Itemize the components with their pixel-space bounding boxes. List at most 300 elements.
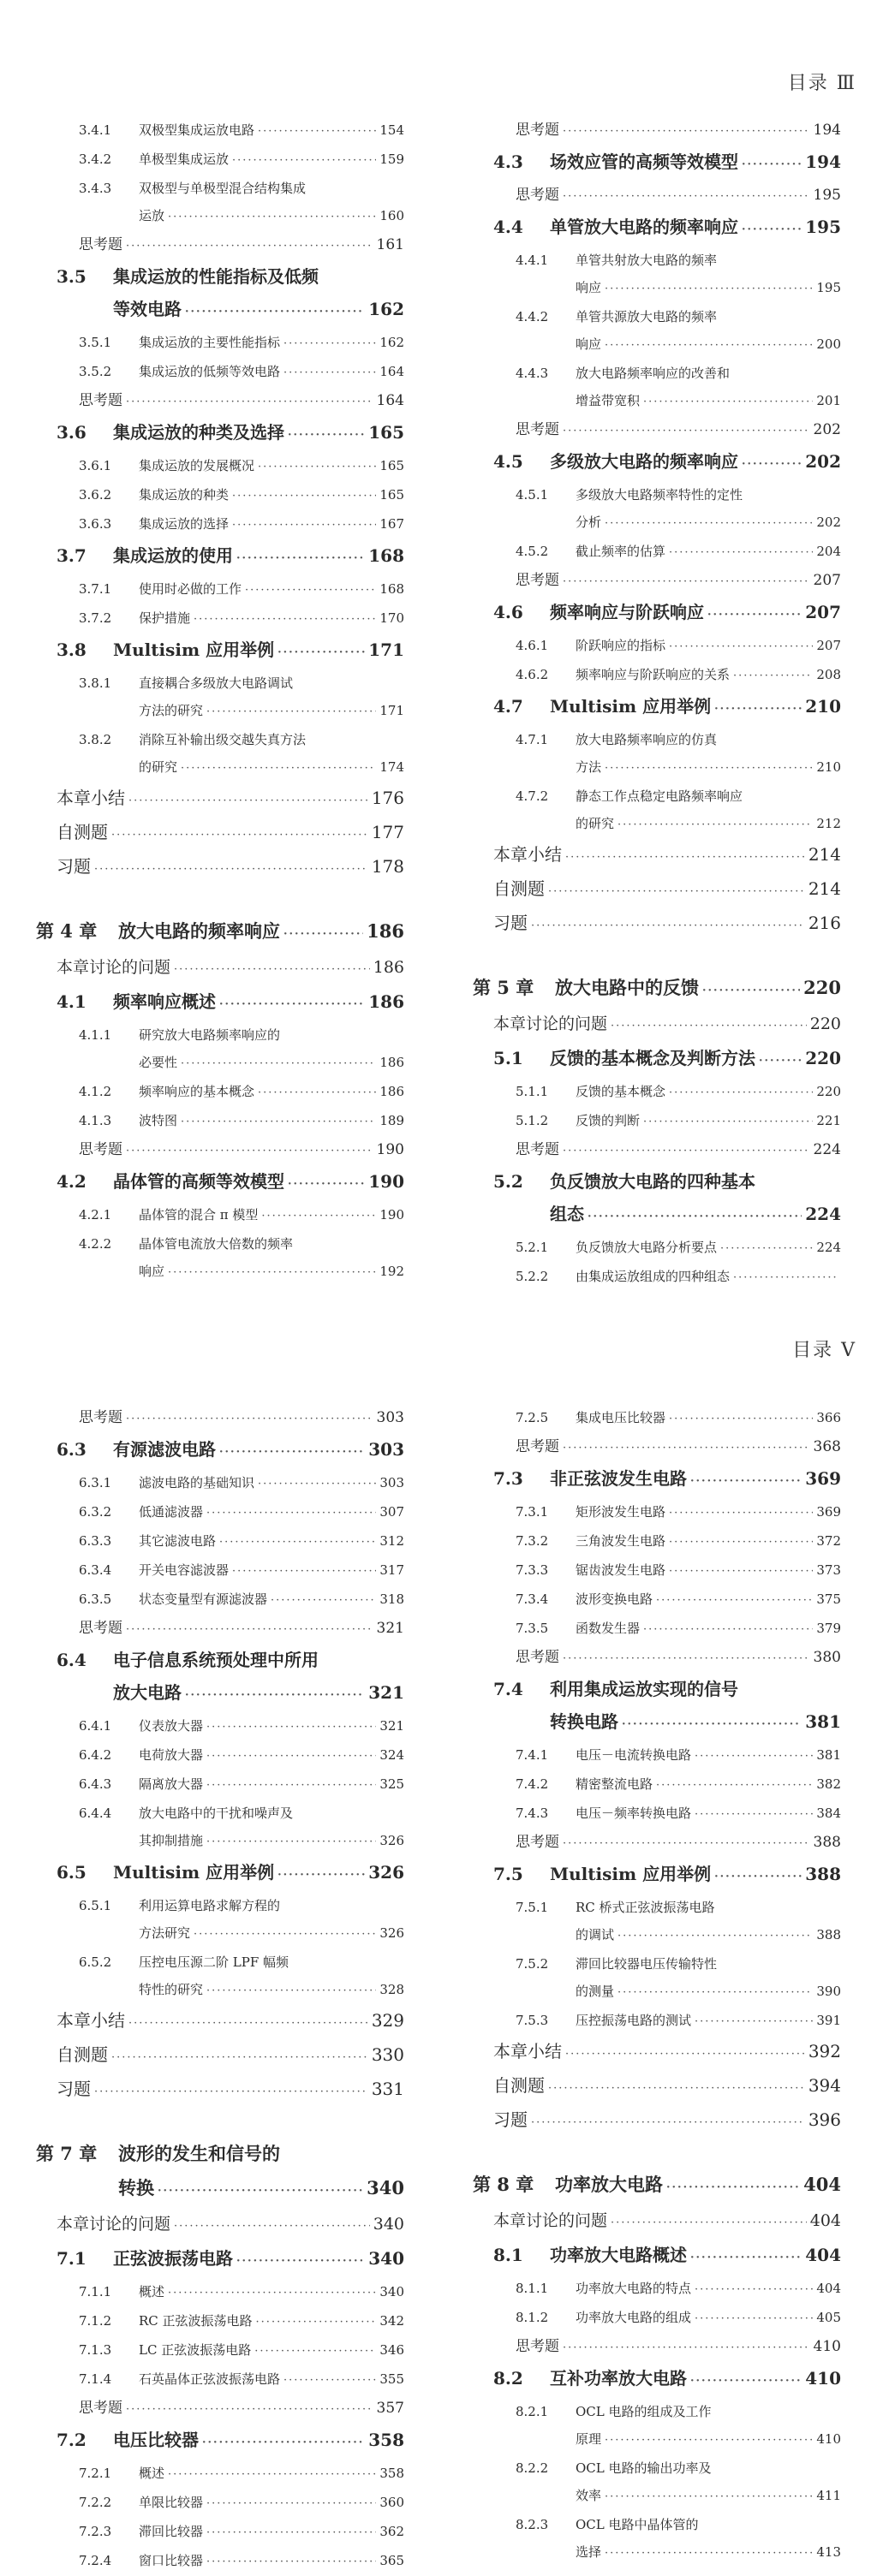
toc-section-entry[interactable] [473,690,841,726]
toc-entry-title: 习题 [57,856,91,877]
toc-entry-title: 使用时必做的工作 [139,581,242,597]
page-header: 目录 V [792,1340,856,1361]
toc-entry-title: 思考题 [516,2338,559,2355]
toc-subsection-entry[interactable] [473,303,841,360]
toc-subsection-entry[interactable] [473,1741,841,1770]
toc-page-number: 186 [367,920,404,942]
toc-misc-entry[interactable] [473,907,841,942]
toc-subsection-entry[interactable] [36,1527,404,1556]
toc-subsection-entry[interactable] [473,1404,841,1433]
toc-section-entry[interactable] [473,1462,841,1498]
leader-dots [690,2365,802,2398]
toc-misc-entry[interactable] [36,817,404,851]
toc-page-number: 210 [816,759,841,775]
toc-entry-title: 负反馈放大电路的四种基本 [550,1171,755,1192]
toc-entry-number: 3.6.3 [79,516,112,532]
toc-entry-title: 本章小结 [57,2010,125,2031]
toc-section-entry[interactable] [36,416,404,452]
toc-subsection-entry[interactable] [473,538,841,567]
toc-page-number: 220 [809,1014,841,1033]
toc-entry-number: 7.4.1 [516,1747,549,1763]
toc-entry-number: 7.1.3 [79,2342,112,2358]
toc-entry-title: 频率响应与阶跃响应 [550,602,704,622]
toc-page-number: 160 [379,208,404,223]
toc-subsection-entry[interactable] [36,2518,404,2547]
toc-entry-title: 放大电路 [113,1682,182,1703]
toc-misc-entry[interactable] [473,1644,841,1673]
toc-misc-entry[interactable] [473,416,841,445]
toc-subsection-entry[interactable] [473,632,841,661]
toc-page-number: 365 [379,2553,404,2568]
toc-entry-number: 3.4.1 [79,122,112,138]
toc-misc-entry[interactable] [36,1615,404,1644]
toc-entry-title: 思考题 [516,1834,559,1851]
toc-subsection-entry[interactable] [36,1556,404,1585]
toc-section-entry[interactable] [473,445,841,481]
toc-misc-entry[interactable] [473,181,841,211]
leader-dots [277,637,365,669]
leader-dots [565,842,805,873]
toc-entry-number: 4.1.2 [79,1084,112,1099]
toc-page-number: 161 [376,236,404,253]
toc-entry-title: 静态工作点稳定电路频率响应 [576,788,743,804]
toc-subsection-entry[interactable] [36,2365,404,2395]
toc-entry-title: 放大电路中的反馈 [555,977,699,998]
toc-page-number: 194 [805,152,841,172]
leader-dots [695,2276,813,2304]
toc-page-number: 178 [371,856,404,877]
toc-subsection-entry[interactable] [36,2307,404,2336]
toc-subsection-entry[interactable] [473,1234,841,1263]
toc-misc-entry[interactable] [36,2039,404,2073]
toc-section-entry[interactable] [473,146,841,181]
toc-entry-title: 思考题 [79,1409,122,1426]
toc-page-number: 340 [373,2215,404,2234]
section-gap [473,2139,841,2168]
toc-page-number: 202 [813,421,841,438]
toc-page-number: 164 [376,392,404,409]
toc-subsection-entry[interactable] [36,1741,404,1770]
toc-entry-title: 频率响应的基本概念 [139,1084,255,1099]
leader-dots [232,512,376,539]
leader-dots [206,1829,376,1856]
toc-entry-title: 本章讨论的问题 [57,2215,171,2234]
toc-misc-entry[interactable] [473,1433,841,1462]
toc-misc-entry[interactable] [473,1829,841,1858]
toc-subsection-entry[interactable] [36,669,404,726]
toc-page-number: 410 [805,2368,841,2389]
toc-entry-number: 3.8 [57,640,87,660]
toc-section-entry[interactable] [36,1433,404,1469]
toc-misc-entry[interactable] [473,839,841,873]
toc-subsection-entry[interactable] [473,2275,841,2304]
toc-misc-entry[interactable] [36,2395,404,2424]
toc-page-number: 357 [376,2400,404,2417]
toc-subsection-entry[interactable] [36,1770,404,1800]
toc-page-number: 413 [816,2544,841,2560]
toc-subsection-entry[interactable] [36,2336,404,2365]
toc-entry-title: 其抑制措施 [139,1833,204,1848]
toc-entry-number: 8.2.3 [516,2517,549,2532]
toc-subsection-entry[interactable] [473,1615,841,1644]
toc-subsection-entry[interactable] [473,2398,841,2454]
toc-page-number: 321 [376,1620,404,1637]
toc-subsection-entry[interactable] [36,1800,404,1856]
toc-subsection-entry[interactable] [473,2511,841,2567]
toc-subsection-entry[interactable] [473,1800,841,1829]
toc-entry-title: 非正弦波发生电路 [550,1468,687,1489]
toc-section-entry[interactable] [36,634,404,669]
toc-page-number: 328 [379,1982,404,1997]
toc-entry-title: 的研究 [139,759,178,775]
toc-page-number: 410 [813,2338,841,2355]
toc-misc-entry[interactable] [36,952,404,985]
toc-subsection-entry[interactable] [36,604,404,634]
toc-entry-number: 4.7.2 [516,788,549,804]
toc-entry-number: 4.5 [493,451,523,472]
toc-entry-number: 7.3 [493,1468,523,1489]
toc-page-number: 154 [379,122,404,138]
leader-dots [194,606,376,634]
toc-entry-title: 电压－频率转换电路 [576,1806,692,1821]
leader-dots [258,454,376,481]
toc-subsection-entry[interactable] [473,1894,841,1950]
leader-dots [617,812,813,839]
toc-entry-number: 4.6 [493,602,523,622]
toc-misc-entry[interactable] [473,1136,841,1165]
toc-subsection-entry[interactable] [36,1892,404,1948]
section-gap [36,885,404,914]
toc-section-entry[interactable] [36,985,404,1021]
toc-chapter-entry[interactable] [473,971,841,1008]
toc-entry-number: 3.6.2 [79,487,112,503]
toc-page-number: 329 [371,2010,404,2031]
toc-subsection-entry[interactable] [36,1712,404,1741]
toc-chapter-entry[interactable] [473,2168,841,2205]
leader-dots [656,1587,813,1615]
toc-page-number: 318 [379,1591,404,1607]
toc-subsection-entry[interactable] [473,2304,841,2333]
toc-section-entry[interactable] [36,1644,404,1712]
section-gap [473,942,841,971]
toc-subsection-entry[interactable] [473,247,841,303]
toc-page-number: 207 [813,572,841,589]
toc-page-number: 168 [368,545,404,566]
toc-section-entry[interactable] [473,1858,841,1894]
toc-misc-entry[interactable] [36,782,404,817]
toc-page-number: 381 [805,1711,841,1732]
toc-entry-title: 电荷放大器 [139,1747,204,1763]
toc-entry-title: 集成运放的选择 [139,516,230,532]
toc-entry-title: Multisim 应用举例 [113,640,275,660]
toc-subsection-entry[interactable] [36,1078,404,1107]
toc-entry-title: Multisim 应用举例 [113,1862,275,1883]
leader-dots [126,233,373,260]
leader-dots [563,118,810,146]
toc-page-number: 404 [809,2211,841,2230]
toc-subsection-entry[interactable] [473,360,841,416]
toc-subsection-entry[interactable] [473,1498,841,1527]
toc-page-number: 214 [808,878,841,899]
toc-page-number: 195 [816,280,841,295]
toc-entry-title: 波形的发生和信号的 [118,2143,280,2164]
toc-entry-number: 4.1.1 [79,1027,112,1043]
toc-entry-title: 放大电路频率响应的改善和 [576,366,731,381]
toc-section-entry[interactable] [36,2424,404,2460]
toc-entry-title: 矩形波发生电路 [576,1504,666,1520]
toc-page-number: 189 [379,1113,404,1128]
leader-dots [128,2008,368,2039]
toc-chapter-entry[interactable] [36,2137,404,2209]
toc-subsection-entry[interactable] [36,1469,404,1498]
toc-section-entry[interactable] [473,1165,841,1234]
toc-misc-entry[interactable] [36,2209,404,2242]
toc-entry-number: 6.5 [57,1862,87,1883]
toc-section-entry[interactable] [36,2242,404,2278]
toc-entry-number: 7.4.2 [516,1776,549,1792]
toc-entry-title: 仪表放大器 [139,1718,204,1734]
toc-entry-title: 思考题 [79,392,122,409]
toc-misc-entry[interactable] [473,873,841,907]
toc-subsection-entry[interactable] [473,726,841,782]
toc-entry-title: 开关电容滤波器 [139,1562,230,1578]
leader-dots [605,2427,813,2454]
toc-misc-entry[interactable] [36,387,404,416]
toc-entry-number: 7.5.1 [516,1900,549,1915]
toc-subsection-entry[interactable] [473,782,841,839]
toc-misc-entry[interactable] [473,2104,841,2139]
leader-dots [669,539,813,567]
toc-misc-entry[interactable] [473,2205,841,2239]
toc-entry-number: 4.5.2 [516,544,549,559]
toc-entry-number: 第 5 章 [473,977,534,998]
toc-misc-entry[interactable] [473,1008,841,1042]
toc-page-5 [0,1318,877,2568]
toc-subsection-entry[interactable] [36,575,404,604]
leader-dots [714,1861,802,1894]
toc-page-number: 411 [816,2488,841,2503]
toc-subsection-entry[interactable] [36,2278,404,2307]
toc-page-number: 177 [371,822,404,842]
toc-entry-title: 思考题 [79,236,122,253]
toc-subsection-entry[interactable] [473,1078,841,1107]
toc-entry-title: 概述 [139,2466,165,2481]
toc-page-number: 358 [368,2430,404,2450]
toc-section-entry[interactable] [473,1673,841,1741]
toc-entry-title: 思考题 [79,1141,122,1158]
toc-section-entry[interactable] [473,1042,841,1078]
toc-entry-title: 增益带宽积 [576,393,641,408]
toc-entry-number: 8.1 [493,2245,523,2265]
toc-page-number: 192 [379,1264,404,1279]
toc-subsection-entry[interactable] [473,1770,841,1800]
toc-misc-entry[interactable] [473,567,841,596]
toc-subsection-entry[interactable] [473,1950,841,2007]
toc-misc-entry[interactable] [36,1136,404,1165]
toc-subsection-entry[interactable] [36,1498,404,1527]
toc-misc-entry[interactable] [473,2333,841,2362]
leader-dots [271,1587,376,1615]
toc-subsection-entry[interactable] [36,358,404,387]
toc-entry-title: 双极型与单极型混合结构集成 [139,181,307,196]
leader-dots [605,332,813,360]
toc-page-number: 404 [805,2245,841,2265]
toc-entry-number: 3.6 [57,422,87,443]
leader-dots [605,276,813,303]
toc-entry-number: 5.1.2 [516,1113,549,1128]
toc-subsection-entry[interactable] [473,2454,841,2511]
toc-page-number: 360 [379,2495,404,2510]
toc-subsection-entry[interactable] [36,175,404,231]
toc-misc-entry[interactable] [473,2036,841,2070]
toc-page-number: 362 [379,2524,404,2539]
toc-entry-title: 单管共射放大电路的频率 [576,253,718,268]
toc-subsection-entry[interactable] [473,1263,841,1292]
toc-entry-title: 习题 [493,2109,528,2130]
toc-subsection-entry[interactable] [473,1527,841,1556]
toc-subsection-entry[interactable] [36,452,404,481]
leader-dots [643,1616,813,1644]
toc-page-number: 165 [379,458,404,473]
leader-dots [126,389,373,416]
toc-entry-title: 集成电压比较器 [576,1410,666,1425]
leader-dots [669,1500,813,1527]
leader-dots [563,1435,810,1462]
toc-subsection-entry[interactable] [36,1230,404,1287]
toc-entry-number: 6.4.2 [79,1747,112,1763]
leader-dots [283,360,376,387]
toc-entry-number: 5.2.1 [516,1240,549,1255]
toc-page-number: 195 [813,187,841,204]
toc-section-entry[interactable] [473,2239,841,2275]
leader-dots [690,2242,802,2275]
toc-entry-title: 功率放大电路概述 [550,2245,687,2265]
toc-entry-number: 4.5.1 [516,487,549,503]
leader-dots [206,1500,376,1527]
toc-entry-title: 窗口比较器 [139,2553,204,2568]
toc-entry-number: 5.2 [493,1171,523,1192]
toc-subsection-entry[interactable] [36,1021,404,1078]
toc-subsection-entry[interactable] [36,510,404,539]
toc-entry-number: 4.6.1 [516,638,549,653]
toc-subsection-entry[interactable] [473,2007,841,2036]
toc-entry-title: 频率响应概述 [113,991,216,1012]
toc-entry-title: 集成运放的主要性能指标 [139,335,281,350]
toc-entry-number: 6.3.3 [79,1533,112,1549]
toc-page-number: 207 [816,638,841,653]
toc-entry-number: 6.4 [57,1650,87,1670]
toc-page-number: 201 [816,393,841,408]
leader-dots [605,2484,813,2511]
toc-entry-number: 3.5.1 [79,335,112,350]
leader-dots [666,2171,800,2205]
toc-subsection-entry[interactable] [36,329,404,358]
leader-dots [617,1979,813,2007]
toc-page-number: 167 [379,516,404,532]
toc-page-number: 392 [808,2041,841,2061]
toc-page-number: 303 [368,1439,404,1460]
leader-dots [236,543,365,575]
toc-entry-title: 波特图 [139,1113,178,1128]
toc-misc-entry[interactable] [36,2005,404,2039]
leader-dots [617,1923,813,1950]
toc-subsection-entry[interactable] [36,481,404,510]
toc-entry-title: 精密整流电路 [576,1776,653,1792]
toc-misc-entry[interactable] [473,116,841,146]
toc-entry-title: 场效应管的高频等效模型 [550,152,738,172]
toc-section-entry[interactable] [36,1165,404,1201]
toc-section-entry[interactable] [473,2362,841,2398]
toc-subsection-entry[interactable] [473,661,841,690]
toc-section-entry[interactable] [473,211,841,247]
toc-entry-number: 6.5.1 [79,1898,112,1913]
toc-page-number: 396 [808,2109,841,2130]
toc-section-entry[interactable] [36,539,404,575]
toc-subsection-entry[interactable] [36,146,404,175]
toc-subsection-entry[interactable] [473,481,841,538]
leader-dots [702,974,800,1008]
leader-dots [126,1616,373,1644]
toc-entry-title: 双极型集成运放电路 [139,122,255,138]
toc-page-number: 220 [816,1084,841,1099]
toc-misc-entry[interactable] [36,2073,404,2108]
toc-entry-number: 3.6.1 [79,458,112,473]
toc-subsection-entry[interactable] [473,1585,841,1615]
toc-misc-entry[interactable] [36,1404,404,1433]
toc-page-number: 220 [803,977,841,998]
toc-entry-number: 7.3.3 [516,1562,549,1578]
toc-chapter-entry[interactable] [36,914,404,952]
toc-page-number: 381 [816,1747,841,1763]
toc-subsection-entry[interactable] [473,1556,841,1585]
leader-dots [206,2549,376,2576]
toc-entry-number: 8.2.1 [516,2404,549,2419]
toc-subsection-entry[interactable] [36,2547,404,2576]
toc-section-entry[interactable] [36,260,404,329]
leader-dots [181,1050,376,1078]
toc-misc-entry[interactable] [36,851,404,885]
leader-dots [563,1645,810,1673]
leader-dots [563,183,810,211]
toc-subsection-entry[interactable] [36,2460,404,2489]
toc-subsection-entry[interactable] [36,2489,404,2518]
leader-dots [742,449,802,481]
leader-dots [742,214,802,247]
toc-section-entry[interactable] [473,596,841,632]
toc-subsection-entry[interactable] [36,1201,404,1230]
toc-subsection-entry[interactable] [473,1107,841,1136]
toc-entry-title: 正弦波振荡电路 [113,2248,233,2269]
leader-dots [759,1045,802,1078]
toc-subsection-entry[interactable] [36,1585,404,1615]
toc-page-number: 208 [816,667,841,682]
toc-entry-number: 3.5 [57,266,87,287]
toc-subsection-entry[interactable] [36,1107,404,1136]
toc-misc-entry[interactable] [36,231,404,260]
leader-dots [185,296,365,329]
toc-subsection-entry[interactable] [36,116,404,146]
toc-section-entry[interactable] [36,1856,404,1892]
toc-entry-title: RC 桥式正弦波振荡电路 [576,1900,715,1915]
toc-entry-title: 晶体管的高频等效模型 [113,1171,284,1192]
toc-misc-entry[interactable] [473,2070,841,2104]
leader-dots [181,1109,376,1136]
toc-entry-title: 的调试 [576,1927,615,1942]
toc-entry-number: 4.3 [493,152,523,172]
toc-subsection-entry[interactable] [36,726,404,782]
toc-entry-number: 7.4 [493,1679,523,1699]
toc-subsection-entry[interactable] [36,1948,404,2005]
